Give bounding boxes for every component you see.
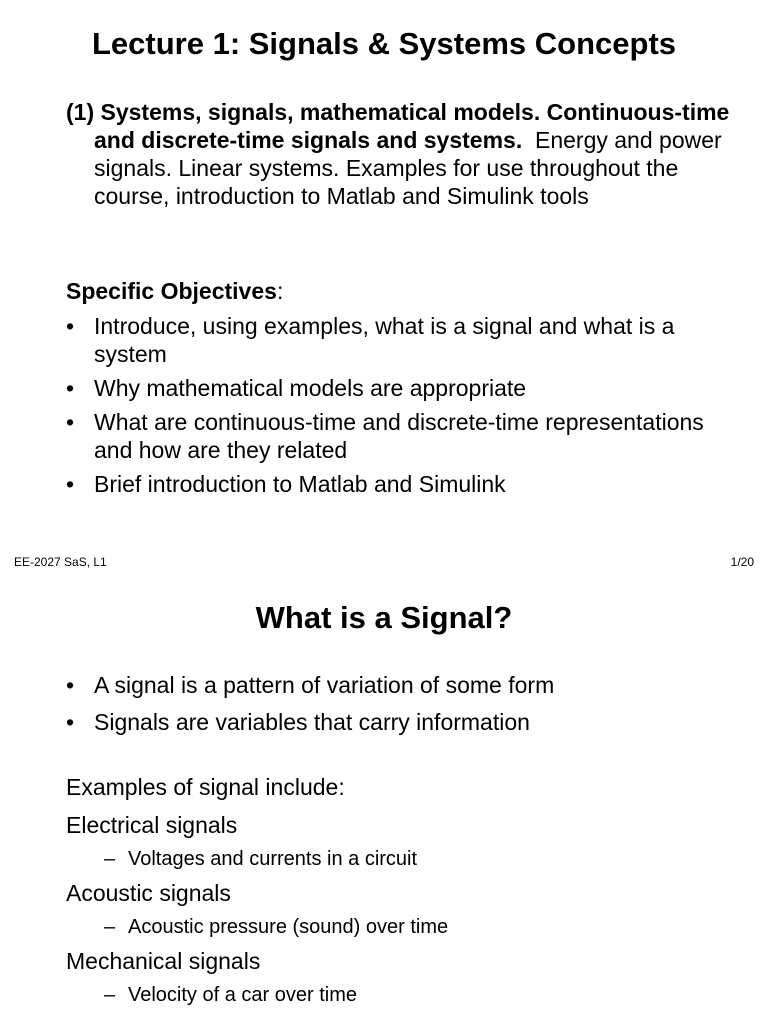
list-item-text: Why mathematical models are appropriate bbox=[94, 375, 527, 401]
example-category: Acoustic signals bbox=[66, 880, 231, 906]
example-detail bbox=[66, 913, 706, 947]
objectives-list bbox=[66, 312, 706, 504]
objectives-heading-colon: : bbox=[276, 278, 284, 304]
signal-examples bbox=[66, 773, 706, 1015]
example-detail-text: Voltages and currents in a circuit bbox=[128, 848, 418, 870]
dash-icon: – bbox=[104, 848, 116, 870]
list-item-text: A signal is a pattern of variation of some form bbox=[94, 672, 555, 698]
bullet-icon: • bbox=[66, 409, 75, 435]
bullet-icon: • bbox=[66, 672, 75, 698]
example-detail bbox=[66, 981, 706, 1015]
list-item bbox=[66, 374, 706, 402]
example-category: Mechanical signals bbox=[66, 948, 261, 974]
objectives-heading-label: Specific Objectives bbox=[66, 278, 277, 304]
list-item bbox=[66, 470, 706, 498]
footer-page-number: 1/20 bbox=[730, 555, 754, 569]
list-item bbox=[66, 312, 706, 368]
dash-icon: – bbox=[104, 984, 116, 1006]
slide-title: What is a Signal? bbox=[255, 600, 513, 635]
list-item-text: Signals are variables that carry information bbox=[94, 709, 530, 735]
dash-icon: – bbox=[104, 916, 116, 938]
list-item-text: Introduce, using examples, what is a signal and what is a system bbox=[94, 313, 675, 367]
list-item bbox=[66, 408, 706, 464]
list-item-text: Brief introduction to Matlab and Simulink bbox=[94, 471, 506, 497]
bullet-icon: • bbox=[66, 709, 75, 735]
examples-intro: Examples of signal include: bbox=[66, 774, 345, 800]
slide-title: Lecture 1: Signals & Systems Concepts bbox=[91, 26, 677, 61]
lecture-description-rest: Energy and power signals. Linear systems. Examples for use throughout the course, introduction to Matlab and Simulink tools bbox=[94, 127, 722, 209]
bullet-icon: • bbox=[66, 471, 75, 497]
example-detail-text: Acoustic pressure (sound) over time bbox=[128, 916, 449, 938]
list-item bbox=[66, 671, 706, 699]
objectives-heading bbox=[66, 277, 706, 305]
list-item-text: What are continuous-time and discrete-time representations and how are they related bbox=[94, 409, 704, 463]
lecture-description-bold: (1) Systems, signals, mathematical models. Continuous-time and discrete-time signals and systems. bbox=[66, 99, 730, 153]
footer-course-code: EE-2027 SaS, L1 bbox=[14, 555, 107, 569]
example-detail-text: Velocity of a car over time bbox=[128, 984, 357, 1006]
bullet-icon: • bbox=[66, 375, 75, 401]
bullet-icon: • bbox=[66, 313, 75, 339]
lecture-description bbox=[66, 98, 734, 210]
example-category: Electrical signals bbox=[66, 812, 238, 838]
slide-2 bbox=[0, 580, 768, 1024]
signal-definition-list bbox=[66, 671, 706, 745]
list-item bbox=[66, 708, 706, 736]
example-detail bbox=[66, 845, 706, 879]
